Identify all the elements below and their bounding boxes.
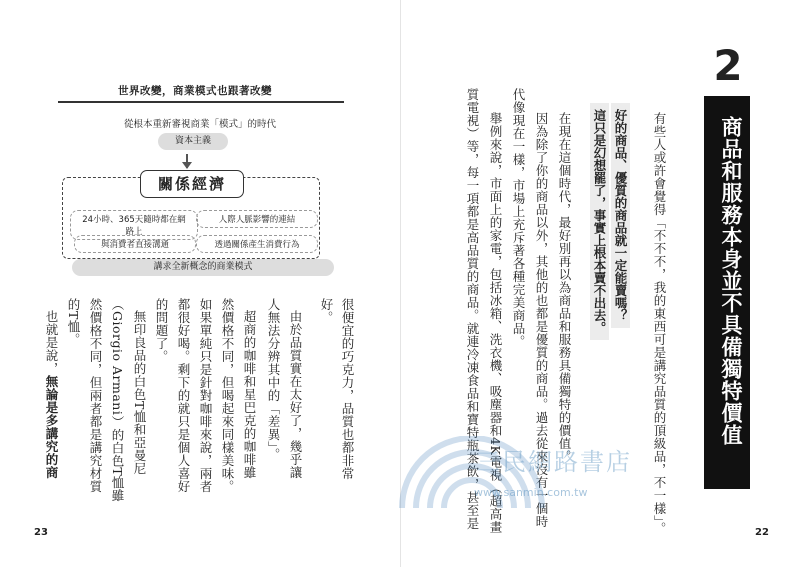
watermark-text: 三民網路書店 <box>476 448 632 476</box>
body-line-l5: 超商的咖啡和星巴克的咖啡雖 <box>242 310 257 479</box>
body-line-l4: 人無法分辨其中的「差異」。 <box>266 298 281 461</box>
new-business-model-bar: 講求全新概念的商業模式 <box>72 259 334 276</box>
question-line-2: 這只是幻想罷了，事實上根本賣不出去。 <box>590 103 609 340</box>
item-cloud-1: 24小時、365天隨時都在網路上 <box>70 210 198 240</box>
body-line-l1: 很便宜的巧克力，品質也都非常 <box>340 298 355 480</box>
page-number-left: 23 <box>34 527 48 538</box>
body-line-r4: 舉例來說，市面上的家電，包括冰箱、洗衣機、吸塵器和4K電視（超高畫 <box>488 112 503 534</box>
question-line-1: 好的商品、優質的商品就一定能賣嗎？ <box>611 103 630 328</box>
last-line-bold: 無論是多講究的商 <box>44 375 59 479</box>
body-line-r2: 因為除了你的商品以外，其他的也都是優質的商品。過去從來沒有一個時 <box>534 112 549 528</box>
diagram-title-rule <box>58 101 344 103</box>
capitalism-pill: 資本主義 <box>158 133 228 150</box>
chapter-number: 2 <box>713 41 743 90</box>
chapter-title: 商品和服務本身並不具備獨特價值 <box>719 116 743 446</box>
body-line-l7: 如果單純只是針對咖啡來說，兩者 <box>198 298 213 493</box>
body-line-l10: 無印良品的白色T恤和亞曼尼 <box>132 310 147 475</box>
item-cloud-3: 與消費者直接溝通 <box>74 235 196 253</box>
body-line-l6: 然價格不同，但喝起來同樣美味。 <box>220 298 235 493</box>
page-number-right: 22 <box>755 527 769 538</box>
body-line-r1: 在現在這個時代，最好別再以為商品和服務具備獨特的價值。 <box>557 112 572 463</box>
item-cloud-2: 人際人脈影響的連結 <box>196 210 318 228</box>
last-line-plain: 也就是說， <box>44 310 59 375</box>
diagram-title: 世界改變，商業模式也跟著改變 <box>118 85 272 97</box>
body-line-r5: 質電視）等，每一項都是高品質的商品。就連冷凍食品和寶特瓶茶飲，甚至是 <box>465 88 480 530</box>
body-line-l11: （Giorgio Armani）的白色T恤雖 <box>110 298 125 503</box>
body-line-l9: 的問題了。 <box>154 298 169 363</box>
diagram-subtitle: 從根本重新審視商業「模式」的時代 <box>124 119 277 130</box>
down-arrow-icon <box>182 162 192 169</box>
body-line-l8: 都很好喝。剩下的就只是個人喜好 <box>176 298 191 493</box>
body-line-l12: 然價格不同，但兩者都是講究材質 <box>88 298 103 493</box>
watermark-url: www.sanmin.com.tw <box>474 486 588 499</box>
body-line-l2: 好。 <box>319 298 334 324</box>
body-line-l3: 由於品質實在太好了，幾乎讓 <box>288 310 303 479</box>
item-cloud-4: 透過關係產生消費行為 <box>196 235 318 253</box>
body-line-r3: 代像現在一樣，市場上充斥著各種完美商品。 <box>511 88 526 348</box>
relationship-economy-label: 關係經濟 <box>140 170 244 198</box>
intro-line-1: 有些人或許會覺得「不不不，我的東西可是講究品質的頂級品，不一樣」。 <box>652 112 667 535</box>
body-line-l13: 的T恤。 <box>66 298 81 346</box>
body-line-l14 <box>43 310 60 479</box>
